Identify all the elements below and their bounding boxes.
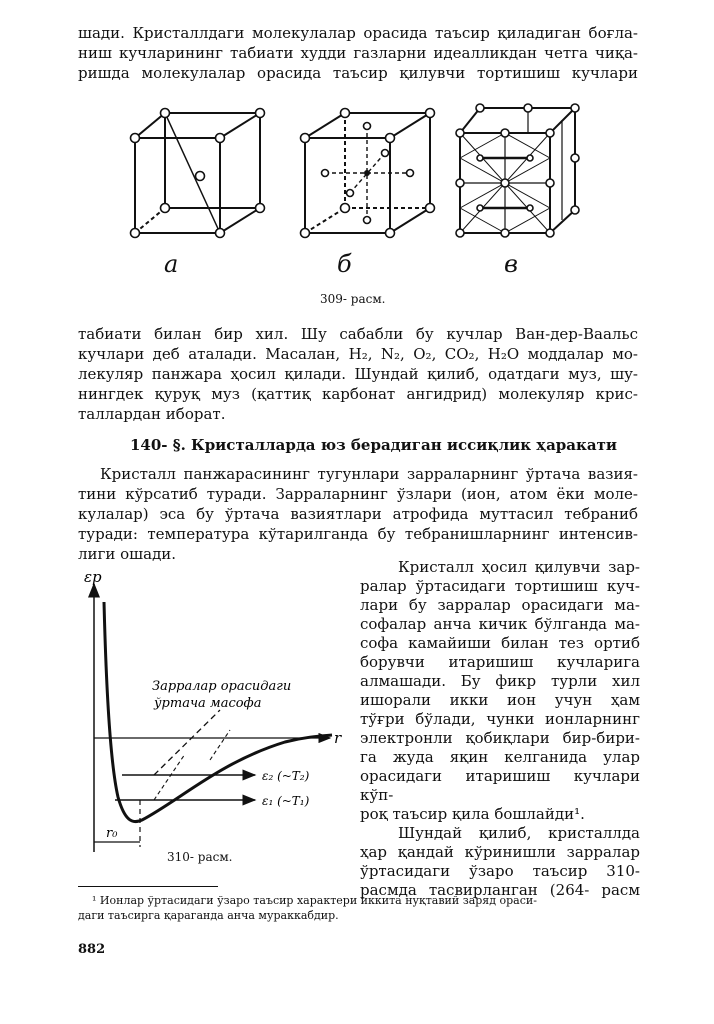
figure-310-caption: 310- расм.: [167, 850, 233, 864]
right-column-line-15: ҳар қандай кўринишли зарралар: [360, 843, 640, 861]
figure-309-crystal-lattices: [120, 98, 590, 258]
y-axis-label: εp: [84, 568, 102, 586]
right-column-line-9: тўғри бўлади, чунки ионларнинг: [360, 710, 640, 728]
section-heading: 140- §. Кристалларда юз берадиган иссиқлик ҳаракати: [130, 436, 617, 454]
energy-level-2-label: ε₂ (~T₂): [262, 769, 310, 783]
mean-distance-annotation-line-1: Зарралар орасидаги: [152, 679, 292, 694]
figure-310-potential-curve: [70, 562, 360, 862]
figure-309-label-c: в: [504, 250, 518, 278]
top-text-line-3: ришда молекулалар орасида таъсир қилувчи тортишиш кучлари: [78, 64, 638, 82]
right-column-line-13: роқ таъсир қила бошлайди¹.: [360, 805, 585, 823]
footnote-line-2: даги таъсирга қараганда анча мураккабдир.: [78, 909, 339, 922]
right-column-line-10: электронли қобиқлари бир-бири-: [360, 729, 640, 747]
paragraph-3-line-4: туради: температура кўтарилганда бу тебранишларнинг интенсив-: [78, 525, 638, 543]
energy-level-1-label: ε₁ (~T₁): [262, 794, 310, 808]
paragraph-2-line-3: лекуляр панжара ҳосил қилади. Шундай қилиб, одатдаги муз, шу-: [78, 365, 638, 383]
paragraph-2-line-2: кучлари деб аталади. Масалан, H₂, N₂, O₂, CO₂, H₂O моддалар мо-: [78, 345, 638, 363]
page-number: 882: [78, 942, 106, 957]
figure-309-label-a: а: [164, 250, 179, 278]
right-column-line-3: лари бу зарралар орасидаги ма-: [360, 596, 640, 614]
r0-label: r₀: [106, 826, 118, 841]
x-axis-label: r: [334, 729, 342, 747]
paragraph-2-line-1: табиати билан бир хил. Шу сабабли бу кучлар Ван-дер-Ваальс: [78, 325, 638, 343]
right-column-line-2: ралар ўртасидаги тортишиш куч-: [360, 577, 640, 595]
footnote-line-1: ¹ Ионлар ўртасидаги ўзаро таъсир характери иккита нуқтавий заряд ораси-: [92, 894, 537, 907]
footnote-rule: [78, 886, 218, 887]
right-column-line-8: ишорали икки ион учун ҳам: [360, 691, 640, 709]
potential-curve: [104, 602, 332, 822]
right-column-line-14: Шундай қилиб, кристаллда: [398, 824, 640, 842]
right-column-line-11: га жуда яқин келганида улар: [360, 748, 640, 766]
figure-309-caption: 309- расм.: [320, 292, 386, 306]
paragraph-3-line-2: тини кўрсатиб туради. Зарраларнинг ўзлари (ион, атом ёки моле-: [78, 485, 638, 503]
paragraph-2-line-5: таллардан иборат.: [78, 405, 226, 423]
paragraph-3-line-5: лиги ошади.: [78, 545, 177, 563]
cube-c-complex-lattice: [460, 108, 575, 233]
right-column-line-6: борувчи итаришиш кучларига: [360, 653, 640, 671]
right-column-line-4: софалар анча кичик бўлганда ма-: [360, 615, 640, 633]
paragraph-3-line-3: кулалар) эса бу ўртача вазиятлари атрофида муттасил тебраниб: [78, 505, 638, 523]
right-column-line-1: Кристалл ҳосил қилувчи зар-: [398, 558, 640, 576]
mean-distance-annotation-line-2: ўртача масофа: [154, 696, 262, 711]
right-column-line-5: софа камайиши билан тез ортиб: [360, 634, 640, 652]
top-text-line-2: ниш кучларининг табиати худди газларни идеалликдан четга чиқа-: [78, 44, 638, 62]
paragraph-3-line-1: Кристалл панжарасининг тугунлари зарраларнинг ўртача вазия-: [100, 465, 638, 483]
right-column-line-17: расмда тасвирланган (264- расм: [360, 881, 640, 899]
figure-309-label-b: б: [337, 250, 352, 278]
right-column-line-16: ўртасидаги ўзаро таъсир 310-: [360, 862, 640, 880]
right-column-line-7: алмашади. Бу фикр турли хил: [360, 672, 640, 690]
right-column-text: [360, 558, 640, 900]
paragraph-2-line-4: нингдек қуруқ муз (қаттиқ карбонат ангидрид) молекуляр крис-: [78, 385, 638, 403]
right-column-line-12: орасидаги итаришиш кучлари кўп-: [360, 767, 640, 804]
top-text-line-1: шади. Кристаллдаги молекулалар орасида таъсир қиладиган боғла-: [78, 24, 638, 42]
